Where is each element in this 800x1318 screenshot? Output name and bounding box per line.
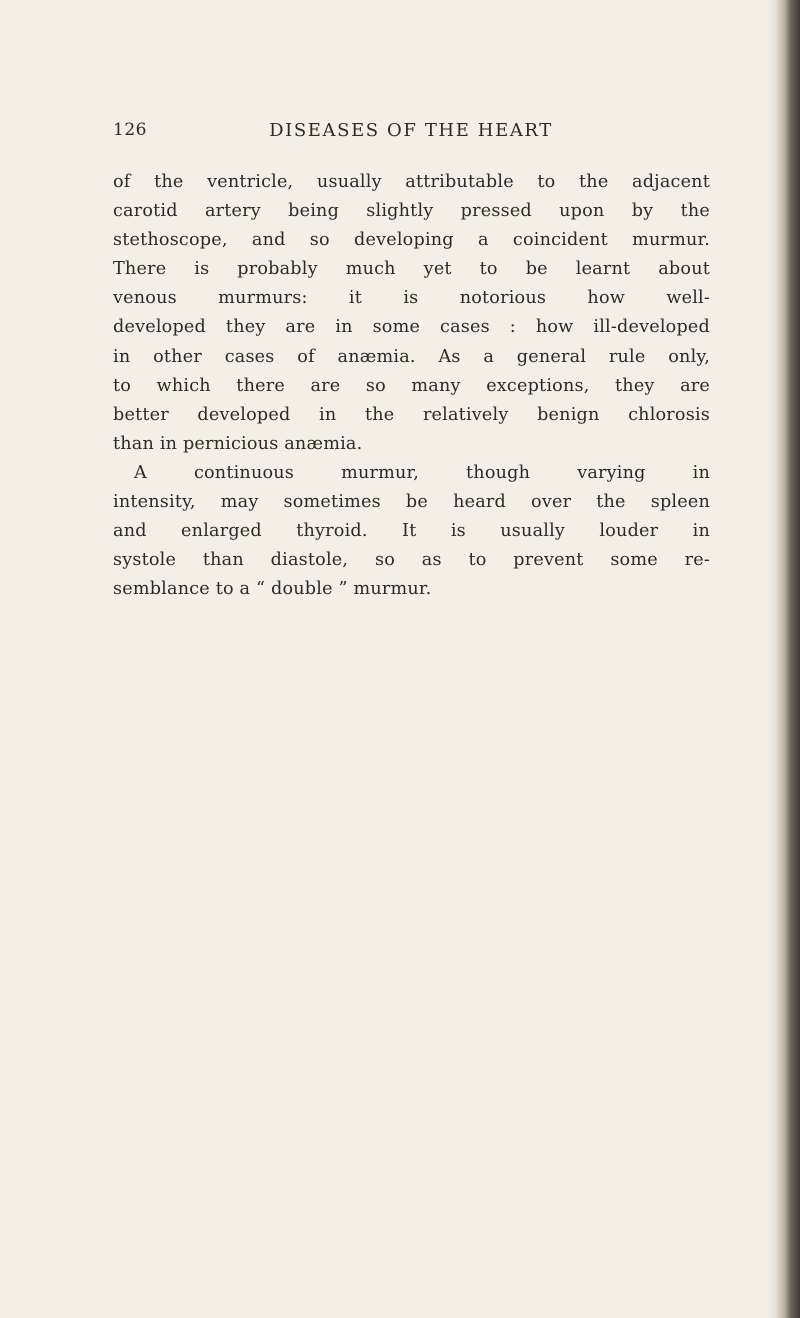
text-line: and enlarged thyroid. It is usually louder in — [113, 521, 710, 542]
text-line: better developed in the relatively benign chlorosis — [113, 404, 710, 425]
text-line: systole than diastole, so as to prevent some re- — [113, 550, 710, 571]
text-line: stethoscope, and so developing a coincident murmur. — [113, 230, 710, 251]
text-line: of the ventricle, usually attributable to the adjacent — [113, 172, 710, 192]
text-line: carotid artery being slightly pressed upon by the — [113, 201, 710, 222]
text-line: developed they are in some cases : how ill-developed — [113, 317, 710, 338]
text-line: venous murmurs: it is notorious how well- — [113, 288, 710, 309]
text-line: to which there are so many exceptions, they are — [113, 375, 710, 396]
page-header — [113, 120, 709, 144]
text-line: A continuous murmur, though varying in — [134, 462, 710, 483]
running-title: DISEASES OF THE HEART — [269, 120, 553, 141]
text-line: There is probably much yet to be learnt about — [113, 259, 710, 280]
book-page-edge — [776, 0, 800, 1318]
text-line: in other cases of anæmia. As a general rule only, — [113, 346, 710, 367]
text-line: intensity, may sometimes be heard over the spleen — [113, 492, 710, 513]
text-line: semblance to a “ double ” murmur. — [113, 579, 432, 600]
body-text — [113, 168, 710, 604]
page-edge-shadow — [766, 0, 776, 1318]
text-line: than in pernicious anæmia. — [113, 433, 363, 454]
page-number: 126 — [113, 120, 147, 140]
